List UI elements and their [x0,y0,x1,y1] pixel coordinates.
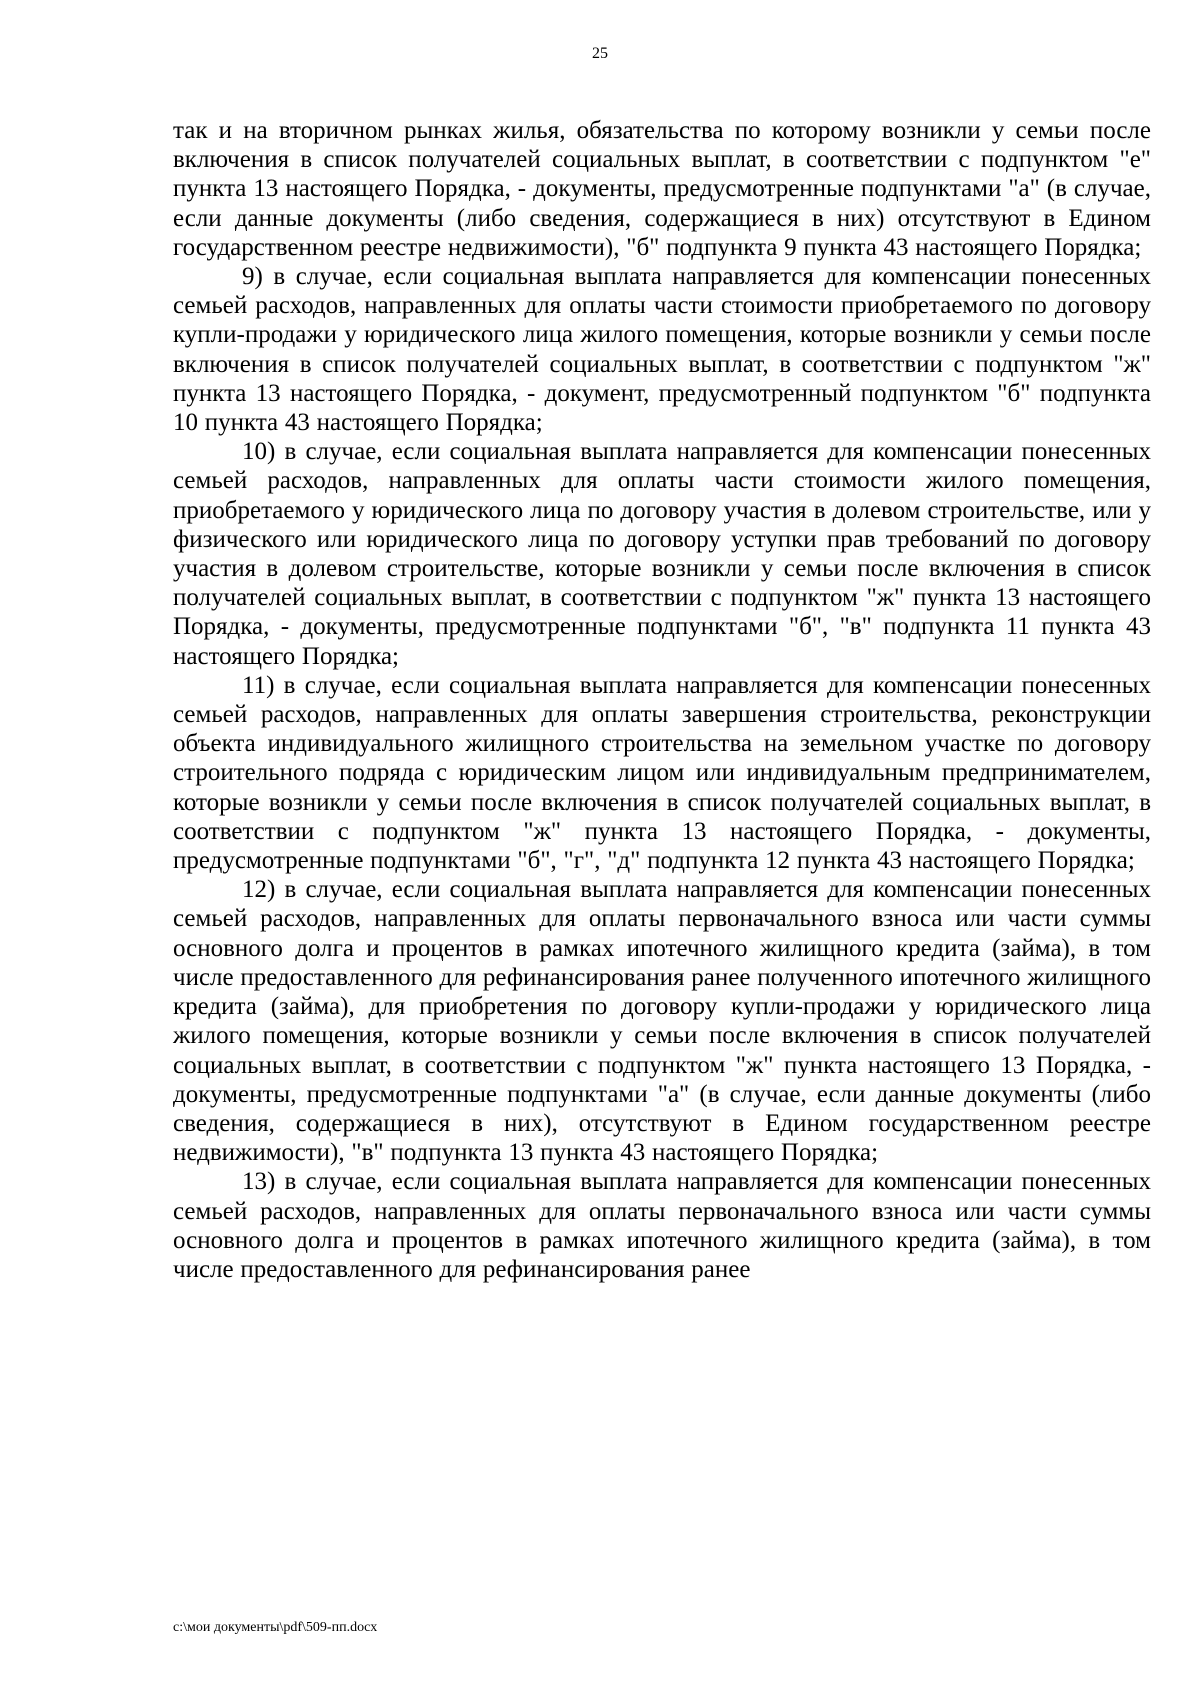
paragraph-item-12: 12) в случае, если социальная выплата направляется для компенсации понесенных семьей расходов, направленных для оплаты первоначального взноса или части суммы основного долга и процентов в рамках ипотечного жилищного кредита (займа), в том числе предоставленного для рефинансирования ранее полученного ипотечного жилищного кредита (займа), для приобретения по договору купли-продажи у юридического лица жилого помещения, которые возникли у семьи после включения в список получателей социальных выплат, в соответствии с подпунктом "ж" пункта настоящего 13 Порядка, - документы, предусмотренные подпунктами "а" (в случае, если данные документы (либо сведения, содержащиеся в них), отсутствуют в Едином государственном реестре недвижимости), "в" подпункта 13 пункта 43 настоящего Порядка; [173,876,1151,1167]
paragraph-item-13: 13) в случае, если социальная выплата направляется для компенсации понесенных семьей расходов, направленных для оплаты первоначального взноса или части суммы основного долга и процентов в рамках ипотечного жилищного кредита (займа), в том числе предоставленного для рефинансирования ранее [173,1168,1151,1283]
paragraph-item-9: 9) в случае, если социальная выплата направляется для компенсации понесенных семьей расходов, направленных для оплаты части стоимости приобретаемого по договору купли-продажи у юридического лица жилого помещения, которые возникли у семьи после включения в список получателей социальных выплат, в соответствии с подпунктом "ж" пункта 13 настоящего Порядка, - документ, предусмотренный подпунктом "б" подпункта 10 пункта 43 настоящего Порядка; [173,263,1151,437]
paragraph-continuation: так и на вторичном рынках жилья, обязательства по которому возникли у семьи после включения в список получателей социальных выплат, в соответствии с подпунктом "е" пункта 13 настоящего Порядка, - документы, предусмотренные подпунктами "а" (в случае, если данные документы (либо сведения, содержащиеся в них) отсутствуют в Едином государственном реестре недвижимости), "б" подпункта 9 пункта 43 настоящего Порядка; [173,117,1151,261]
paragraph-item-10: 10) в случае, если социальная выплата направляется для компенсации понесенных семьей расходов, направленных для оплаты части стоимости жилого помещения, приобретаемого у юридического лица по договору участия в долевом строительстве, или у физического или юридического лица по договору уступки прав требований по договору участия в долевом строительстве, которые возникли у семьи после включения в список получателей социальных выплат, в соответствии с подпунктом "ж" пункта 13 настоящего Порядка, - документы, предусмотренные подпунктами "б", "в" подпункта 11 пункта 43 настоящего Порядка; [173,438,1151,670]
document-body [173,116,1151,1284]
page-number: 25 [592,45,608,62]
footer-file-path: c:\мои документы\pdf\509-пп.docx [173,1620,378,1635]
paragraph-item-11: 11) в случае, если социальная выплата направляется для компенсации понесенных семьей расходов, направленных для оплаты завершения строительства, реконструкции объекта индивидуального жилищного строительства на земельном участке по договору строительного подряда с юридическим лицом или индивидуальным предпринимателем, которые возникли у семьи после включения в список получателей социальных выплат, в соответствии с подпунктом "ж" пункта 13 настоящего Порядка, - документы, предусмотренные подпунктами "б", "г", "д" подпункта 12 пункта 43 настоящего Порядка; [173,671,1151,875]
